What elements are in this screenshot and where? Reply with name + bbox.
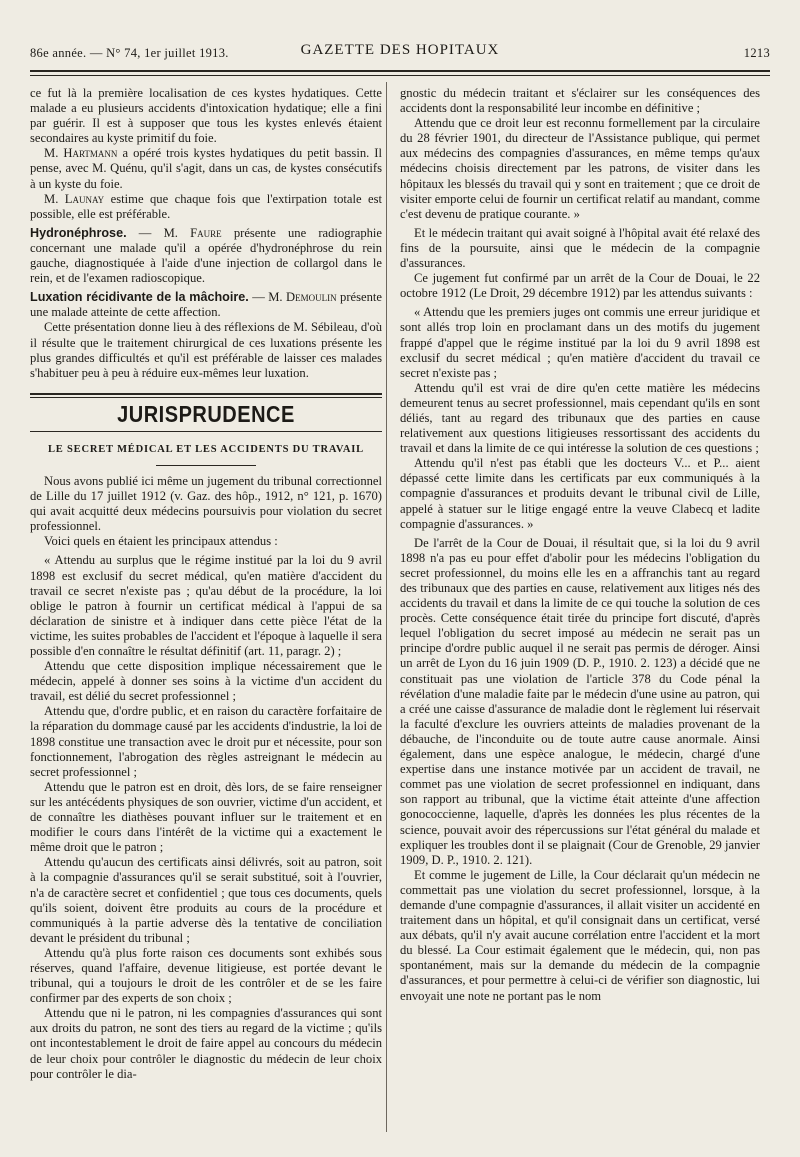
paragraph: Voici quels en étaient les principaux attendus : [44,534,278,549]
paragraph: Attendu qu'il est vrai de dire qu'en cette matière les médecins demeurent tenus au secret professionnel, mais cependant qu'ils en sont déliés, tant au regard des tribunaux que des parties en cause relativement aux questions litigieuses ressortissant des accidents du travail et dans la limite de ce qui intéresse la solution de ces questions ; [400,380,760,456]
paragraph-text: estime que chaque fois que l'extirpation totale est possible, elle est préférable. [30,191,382,221]
paragraph: De l'arrêt de la Cour de Douai, il résultait que, si la loi du 9 avril 1898 n'a pas eu pour effet d'abolir pour les médecins l'obligation du secret professionnel, du moins elle les en a affranchis tant au regard des tribunaux que des parties en cause, relativement aux litiges nés des accidents du travail et dans la limite de ce qui touche la solution de ces procès. Cette conséquence était tirée du principe fort discuté, d'après lequel l'obligation du secret imposé au médecin ne serait pas un principe d'ordre public auquel il ne serait pas permis de déroger. Ainsi un arrêt de Lyon du 16 juin 1909 (D. P., 1910. 2. 123) a décidé que ne constituait pas une violation de l'article 378 du Code pénal la révélation d'une maladie faite par le médecin d'une usine au patron, qui a créé une caisse d'assurance de maladie dont le règlement lui réservait la faculté d'exclure les ouvriers atteints de maladies provenant de la débauche, de l'inconduite ou de toute autre cause anormale. Ainsi également, dans une espèce analogue, le médecin, chargé d'une expertise dans une instance motivée par un accident de travail, ne commet pas une violation de secret professionnel en indiquant, dans son rapport au tribunal, que la victime était atteinte d'une affection gonococcienne, laquelle, d'après les données les plus récentes de la science, pouvait avoir des répercussions sur l'état général du malade et expliquer les troubles dont il se plaignait (Cour de Grenoble, 29 janvier 1909, D. P., 1910. 2. 121). [400,535,760,867]
article-title: LE SECRET MÉDICAL ET LES ACCIDENTS DU TRAVAIL [47,443,364,455]
paragraph: Ce jugement fut confirmé par un arrêt de la Cour de Douai, le 22 octobre 1912 (Le Droit, 29 décembre 1912) par les attendus suivants : [400,271,760,301]
paragraph: Nous avons publié ici même un jugement du tribunal correctionnel de Lille du 17 juillet 1912 (v. Gaz. des hôp., 1912, n° 121, p. 1670) qui avait acquitté deux médecins poursuivis pour violation du secret professionnel. [30,473,382,534]
title-rule [156,465,256,466]
section-banner [30,393,382,432]
header-rule-thin [30,75,770,76]
paragraph: Attendu que ni le patron, ni les compagnies d'assurances qui sont aux droits du patron, ne sont des tiers au regard de la victime ; qu'ils ont incontestablement le droit de faire appel au concours du médecin de leur choix pour contrôler le diagnostic du médecin de leur choix pour contrôler le dia- [30,1006,382,1081]
author-name: — M. Faure [138,225,222,240]
section-paragraph [30,226,382,286]
paragraph: Attendu qu'il n'est pas établi que les docteurs V... et P... aient dépassé cette limite dans les certificats par eux communiqués à la compagnie d'assurances et produits devant le tribunal civil de Lille, appelé à statuer sur le litige engagé entre la veuve Clabecq et ladite compagnie d'assurances. » [400,456,760,531]
page-header [30,40,770,62]
banner-rule [30,431,382,432]
author-name: M. Launay [44,191,105,206]
section-paragraph [30,290,382,320]
paragraph: Attendu que cette disposition implique nécessairement que le médecin, appelé à donner ses soins à la victime d'un accident du travail, est délié du secret professionnel ; [30,659,382,704]
paragraph: Attendu que ce droit leur est reconnu formellement par la circulaire du 28 février 1901, du directeur de l'Assistance publique, qui permet aux médecins des compagnies d'assurances, en même temps qu'aux médecins choisis directement par les patrons, de visiter dans les hôpitaux les blessés du travail qui y sont en traitement ; que ce droit de visiter emporte celui de fournir un certificat relatif au mandant, comme c'est devenu de pratique courante. » [400,116,760,221]
paragraph: ce fut là la première localisation de ces kystes hydatiques. Cette malade a eu plusieurs accidents d'intoxication hydatique; elle a fini par guérir. Il est à supposer que tous les kystes enlevés étaient secondaires au kyste primitif du foie. [30,86,382,146]
issue-line: 86e année. — N° 74, 1er juillet 1913. [30,46,229,60]
paragraph-text: présente une radiographie concernant une malade qu'il a opérée d'hydronéphrose du rein gauche, diagnostiquée à l'aide d'une injection de collargol dans le rein, et de l'examen radioscopique. [30,225,382,286]
banner-rule [30,397,382,398]
page-number: 1213 [743,46,770,60]
paragraph: Attendu qu'à plus forte raison ces documents sont exhibés sous réserves, quand l'affaire, devenue litigieuse, est portée devant le tribunal, qui a toujours le droit de les contrôler et de se les faire confirmer par des experts de son choix ; [30,945,382,1006]
paragraph: Attendu qu'aucun des certificats ainsi délivrés, soit au patron, soit à la compagnie d'assurances qu'il se serait substitué, soit à l'ouvrier, n'a de caractère secret et confidentiel ; que tous ces documents, quels qu'ils soient, doivent être produits au cours de la procédure et communiqués à la partie adverse dès la tentative de conciliation devant le président du tribunal ; [30,855,382,945]
right-column [400,86,760,1004]
paragraph: Attendu que le patron est en droit, dès lors, de se faire renseigner sur les antécédents physiques de son ouvrier, victime d'un accident, et de connaître les diathèses pouvant influer sur le traitement et en modifier le cours dans l'intérêt de la victime qui a exactement le même droit que le patron ; [30,779,382,855]
left-column [30,86,382,1082]
journal-title: GAZETTE DES HOPITAUX [300,42,500,58]
paragraph-text: a opéré trois kystes hydatiques du petit bassin. Il pense, avec M. Quénu, qu'il s'agit, dans un cas, de kystes consécutifs à un kyste du foie. [30,146,382,191]
paragraph: « Attendu au surplus que le régime institué par la loi du 9 avril 1898 est exclusif du secret médical, qu'en matière d'accident du travail ce secret n'existe pas ; qu'au début de la procédure, la loi oblige le patron à fournir un certificat médical à l'appui de sa déclaration de sinistre et à indiquer dans cette pièce l'état de la victime, les suites probables de l'accident et l'époque à laquelle il sera possible d'en connaître le résultat définitif (art. 11, paragr. 2) ; [30,553,382,658]
paragraph: gnostic du médecin traitant et s'éclairer sur les conséquences des accidents dont la responsabilité leur incombe en définitive ; [400,86,760,116]
header-rule-thick [30,70,770,72]
paragraph: Attendu que, d'ordre public, et en raison du caractère forfaitaire de la réparation du dommage causé par les accidents d'industrie, la loi de 1898 constitue une transaction avec le droit pur et nécessite, pour son fonctionnement, l'abrogation des règles astreignant le médecin au secret professionnel ; [30,704,382,779]
author-name: — M. Demoulin [252,290,337,305]
column-divider [386,82,387,1132]
paragraph: Cette présentation donne lieu à des réflexions de M. Sébileau, d'où il résulte que le traitement chirurgical de ces luxations présente les plus grandes difficultés et qu'il est préférable de laisser ces malades s'habituer peu à peu à réduire eux-mêmes leur luxation. [30,320,382,380]
banner-rule [30,393,382,395]
paragraph [30,192,382,222]
paragraph: Et le médecin traitant qui avait soigné à l'hôpital avait été relaxé des fins de la poursuite, ainsi que le médecin de la compagnie d'assurances. [400,225,760,271]
paragraph: Et comme le jugement de Lille, la Cour déclarait qu'un médecin ne commettait pas une violation du secret professionnel, lorsque, à la demande d'une compagnie d'assurances, il allait visiter un accidenté en traitement dans un hôpital, et qu'il consignait dans un certificat, versé aux débats, qu'il n'y avait aucune corrélation entre l'accident et la mort du blessé. La Cour estimait également que le médecin, qui, non pas spontanément, mais sur la demande du médecin de la compagnie d'assurances, et pour permettre à celui-ci de vérifier son diagnostic, lui envoyait une note ne portant pas le nom [400,867,760,1003]
section-heading: Luxation récidivante de la mâchoire. [30,290,249,305]
author-name: M. Hartmann [44,146,118,161]
paragraph-text: présente une malade atteinte de cette affection. [30,290,383,320]
paragraph: « Attendu que les premiers juges ont commis une erreur juridique et sont allés trop loin en proclamant dans un des motifs du jugement frappé d'appel que le régime institué par la loi du 9 avril 1898 est exclusif du secret médical ; qu'en matière d'accident du travail ce secret n'existe pas ; [400,305,760,380]
section-heading: Hydronéphrose. [30,225,127,240]
section-title: JURISPRUDENCE [117,402,295,428]
paragraph [30,146,382,191]
